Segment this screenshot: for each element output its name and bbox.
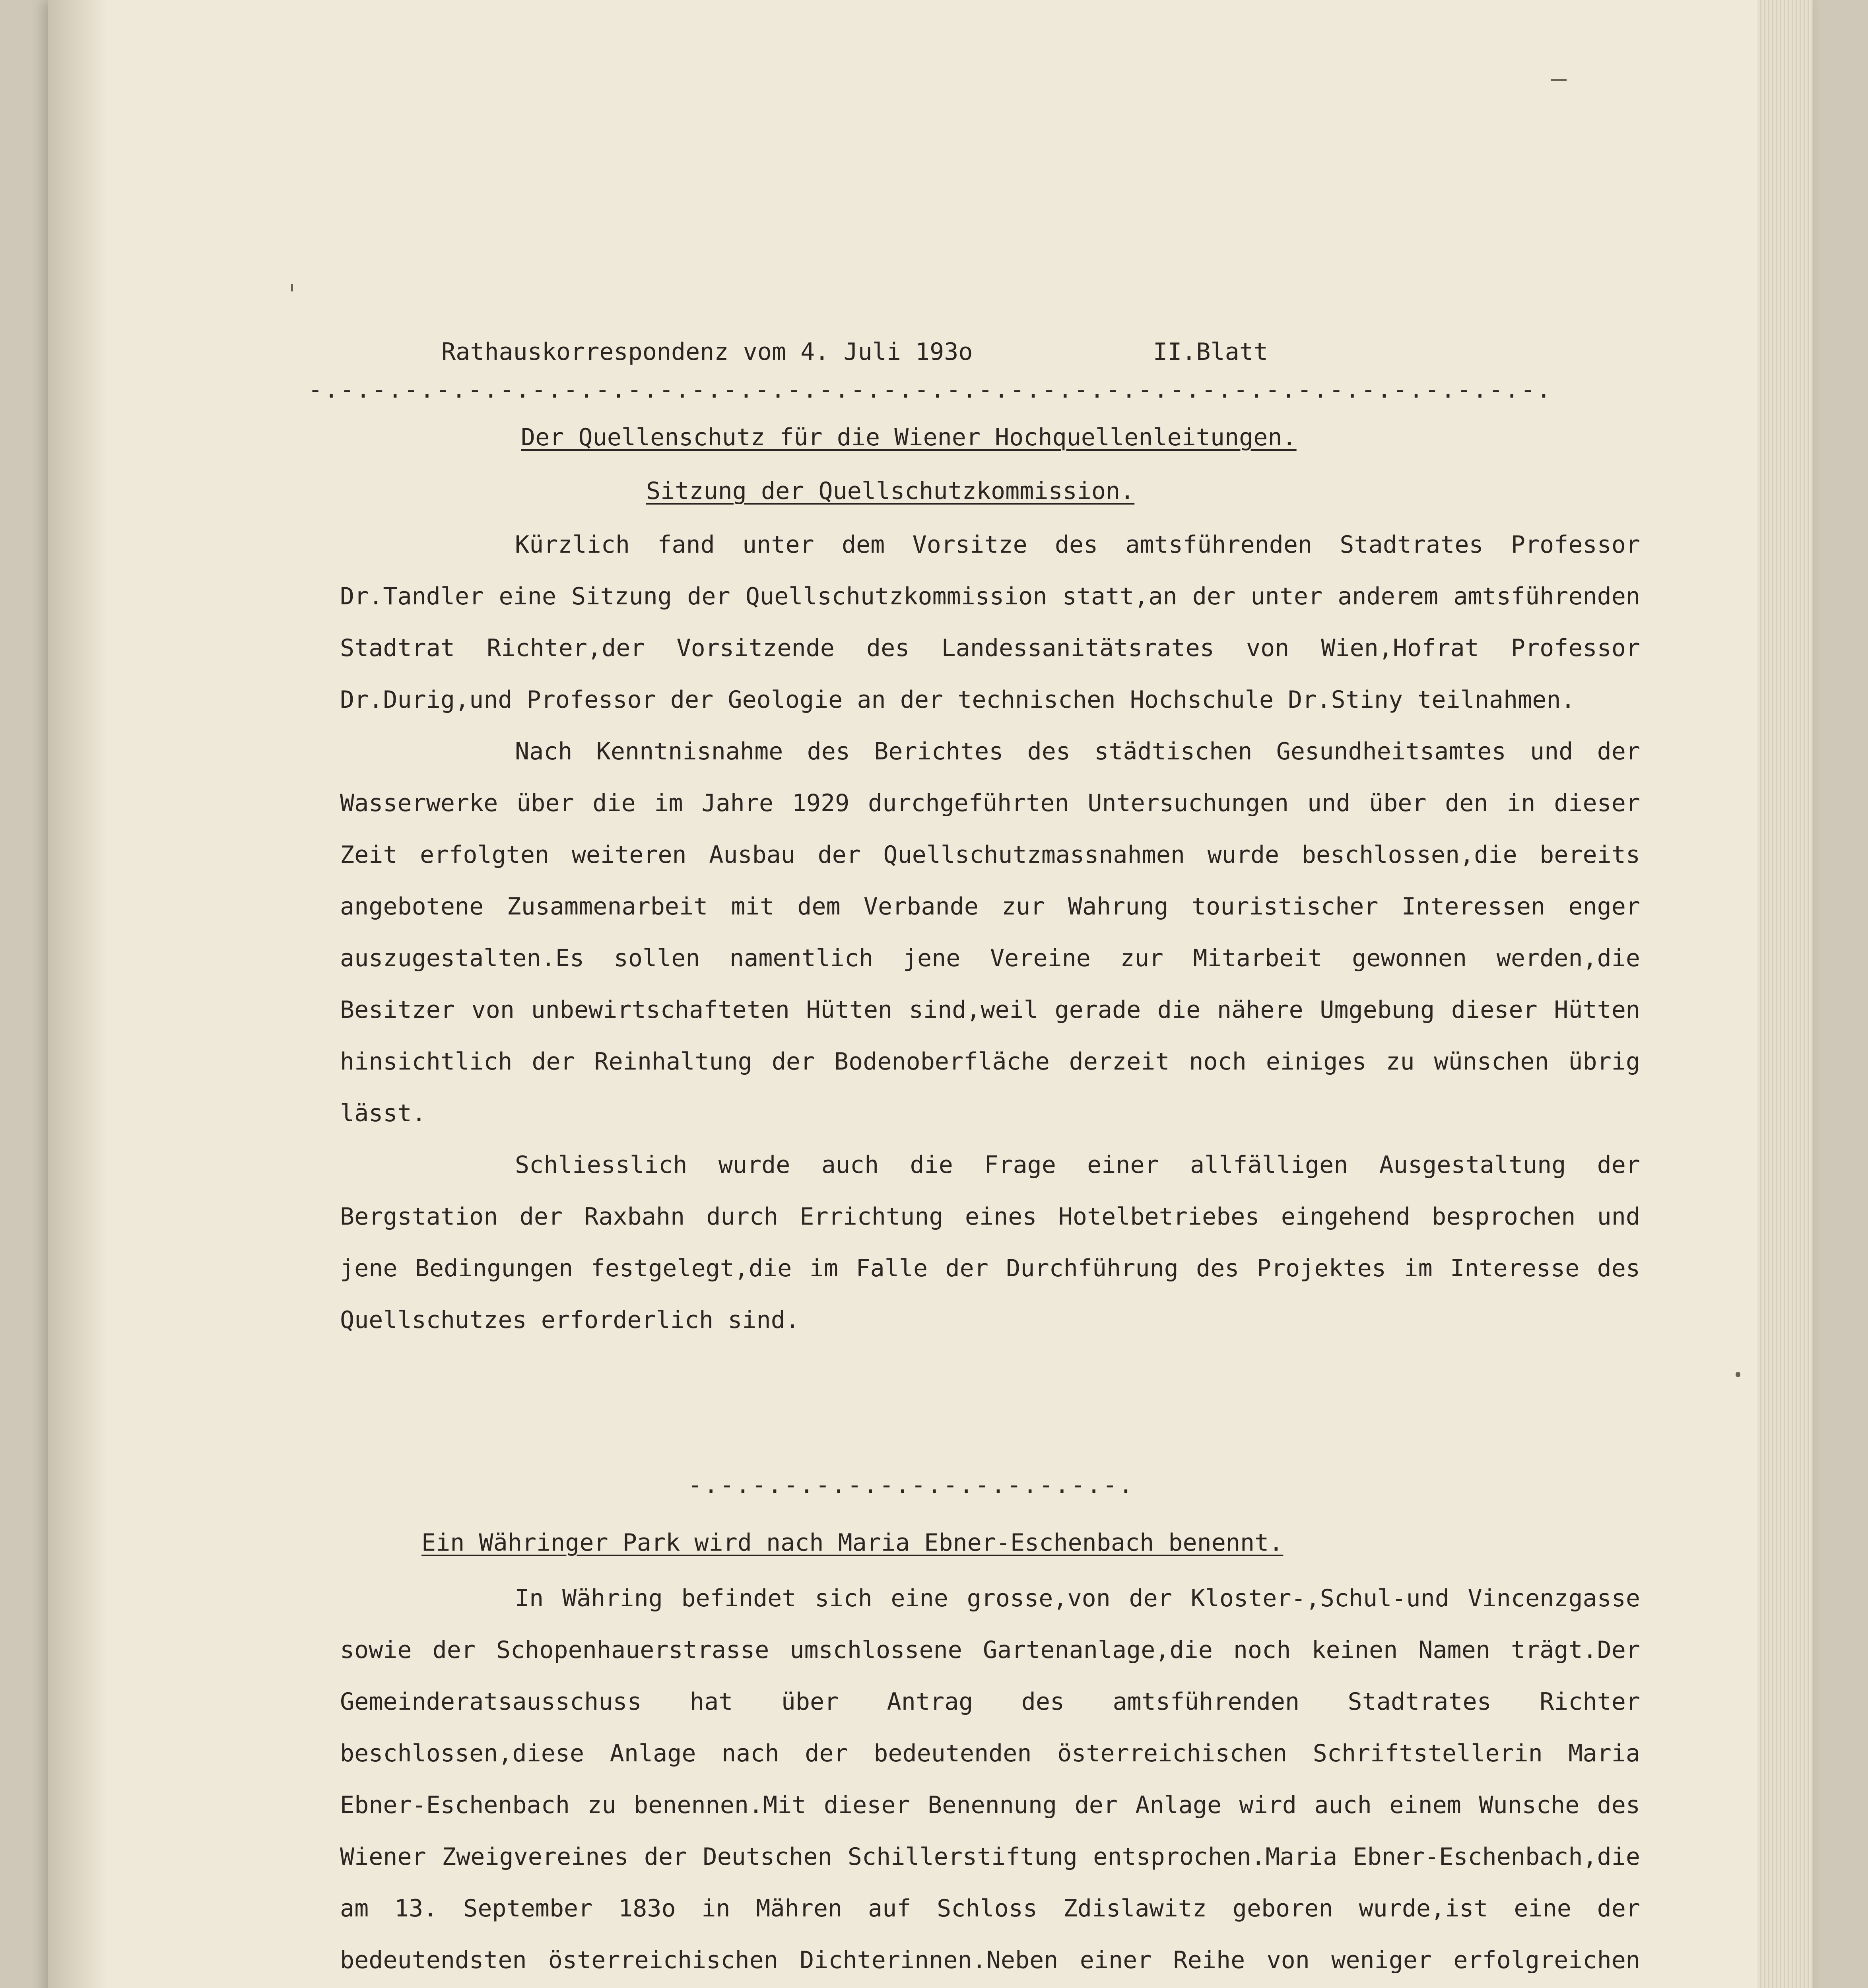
header-sheet: II.Blatt [1153, 338, 1268, 366]
document-page [48, 0, 1813, 1988]
article1-paragraph-1: Kürzlich fand unter dem Vorsitze des amtsführenden Stadtrates Professor Dr.Tandler eine Sitzung der Quellschutzkommission statt,an der unter anderem amtsführenden Stadtrat Richter,der Vorsitzende des Landessanitätsrates von Wien,Hofrat Professor Dr.Durig,und Professor der Geologie an der technischen Hochschule Dr.Stiny teilnahmen. [340, 531, 1640, 714]
article1-subheadline: Sitzung der Quellschutzkommission. [646, 477, 1135, 505]
article1-paragraph-2: Nach Kenntnisnahme des Berichtes des städtischen Gesundheitsamtes und der Wasserwerke über die im Jahre 1929 durchgeführten Untersuchungen und über den in dieser Zeit erfolgten weiteren Ausbau der Quellschutzmassnahmen wurde beschlossen,die bereits angebotene Zusammenarbeit mit dem Verbande zur Wahrung touristischer Interessen enger auszugestalten.Es sollen namentlich jene Vereine zur Mitarbeit gewonnen werden,die Besitzer von unbewirtschafteten Hütten sind,weil gerade die nähere Umgebung dieser Hütten hinsichtlich der Reinhaltung der Bodenoberfläche derzeit noch einiges zu wünschen übrig lässt. [340, 738, 1640, 1127]
page-edge [1757, 0, 1813, 1988]
article2-body [340, 1573, 1640, 1988]
header-title: Rathauskorrespondenz vom 4. Juli 193o [441, 338, 973, 366]
margin-mark [291, 284, 293, 291]
page-binding [48, 0, 107, 1988]
article1-body [340, 519, 1640, 1465]
article1-separator: -.-.-.-.-.-.-.-.-.-.-.-.-.-. [688, 1471, 1135, 1499]
article1-paragraph-3: Schliesslich wurde auch die Frage einer allfälligen Ausgestaltung der Bergstation der Raxbahn durch Errichtung eines Hotelbetriebes eingehend besprochen und jene Bedingungen festgelegt,die im Falle der Durchführung des Projektes im Interesse des Quellschutzes erforderlich sind. [340, 1151, 1640, 1334]
margin-mark [1736, 1372, 1740, 1377]
article2-paragraph-1: In Währing befindet sich eine grosse,von der Kloster-,Schul-und Vincenzgasse sowie der Schopenhauerstrasse umschlossene Gartenanlage,die noch keinen Namen trägt.Der Gemeinderatsausschuss hat über Antrag des amtsführenden Stadtrates Richter beschlossen,diese Anlage nach der bedeutenden österreichischen Schriftstellerin Maria Ebner-Eschenbach zu benennen.Mit dieser Benennung der Anlage wird auch einem Wunsche des Wiener Zweigvereines der Deutschen Schillerstiftung entsprochen.Maria Ebner-Eschenbach,die am 13. September 183o in Mähren auf Schloss Zdislawitz geboren wurde,ist eine der bedeutendsten österreichischen Dichterinnen.Neben einer Reihe von weniger erfolgreichen [340, 1584, 1640, 1974]
article1-headline: Der Quellenschutz für die Wiener Hochquellenleitungen. [521, 423, 1297, 451]
margin-mark [1551, 79, 1567, 81]
header-separator: -.-.-.-.-.-.-.-.-.-.-.-.-.-.-.-.-.-.-.-.-.-.-.-.-.-.-.-.-.-.-.-.-.-.-.-.-.-.-. [308, 376, 1553, 404]
article2-headline: Ein Währinger Park wird nach Maria Ebner-Eschenbach benennt. [421, 1529, 1284, 1557]
